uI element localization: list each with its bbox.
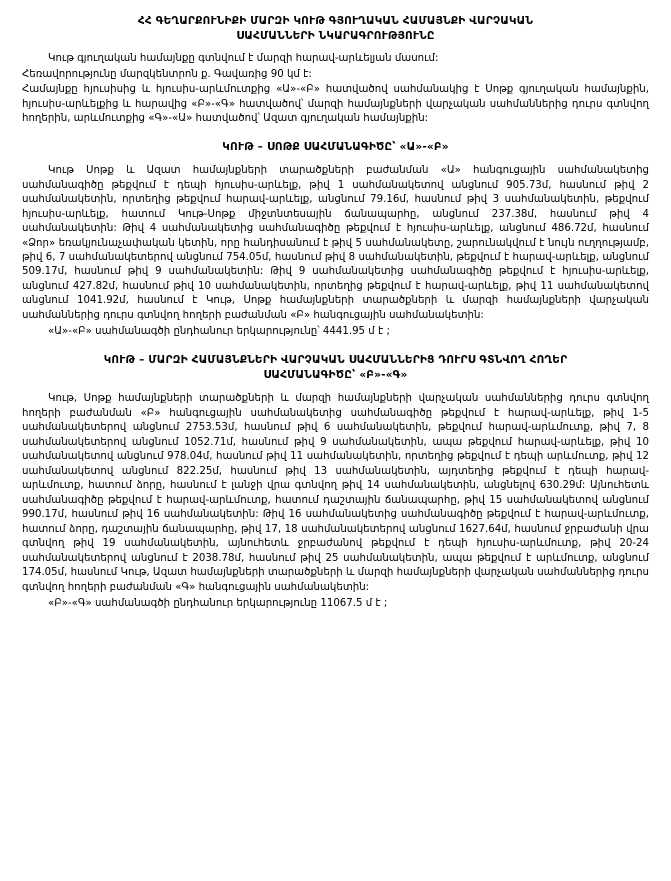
section-heading-1 [22,140,649,155]
section-1-body: Կութ Սոթք և Ազատ համայնքների տարածքների բաժանման «Ա» հանգուցային սահմանակետից սահմանագիծը թեքվում է դեպի հյուսիս-արևելք, թիվ 1 սահմանակետով անցնում 905.73մ, հասնում թիվ 2 սահմանակետին, որտեղից թեքվում հարավ-արևելք, անցնում 79.16մ, հասնում թիվ 3 սահմանակետին, թեքվում հյուսիս-արևելք, հատում Կութ-Սոթք միջտնտեսային ճանապարհը, անցնում 237.38մ, հասնում թիվ 4 սահմանակետին: Թիվ 4 սահմանակետից սահմանագիծը թեքվում է հյուսիս-արևելք, անցնում 486.72մ, հասնում «Ձոր» եռակյունաչափական կետին, որը հանդիսանում է թիվ 5 սահմանակետը, շարունակվում է նույն ուղղությամբ, թիվ 6, 7 սահմանակետերով անցնում 754.05մ, հասնում թիվ 8 սահմանակետին, թեքվում է հարավ-արևելք, անցնում 509.17մ, հասնում թիվ 9 սահմանակետին: Թիվ 9 սահմանակետից սահմանագիծը թեքվում է հյուսիս-արևելք, անցնում 427.82մ, հասնում թիվ 10 սահմանակետին, որտեղից թեքվում է հարավ-արևելք, թիվ 11 սահմանակետով անցնում 1041.92մ, հասնում է Կութ, Սոթք համայնքների տարածքների և մարզի համայնքների վարչական սահմաններից դուրս գտնվող հողերի բաժանման «Բ» հանգուցային սահմանակետին: [22,165,649,321]
section-1-total: «Ա»-«Բ» սահմանագծի ընդհանուր երկարությունը՝ 4441.95 մ է ; [48,326,390,338]
section-heading-2-line-2: ՍԱՀՄԱՆԱԳԻԾԸ՝ «Բ»-«Գ» [263,369,408,382]
section-2-total: «Բ»-«Գ» սահմանագծի ընդհանուր երկարությունը 11067.5 մ է ; [48,598,388,610]
intro-paragraph-2: Հեռավորությունը մարզկենտրոն ք. Գավառից 90 կմ է: [22,68,312,80]
section-2-body: Կութ, Սոթք համայնքների տարածքների և մարզի համայնքների վարչական սահմաններից դուրս գտնվող հողերի բաժանման «Բ» հանգուցային սահմանակետից սահմանագիծը թեքվում է հարավ-արևելք, թիվ 1-5 սահմանակետերով անցնում 2753.53մ, հասնում թիվ 6 սահմանակետին, թեքվում հարավ-արևմուտք, թիվ 7, 8 սահմանակետերով անցնում 1052.71մ, հասնում թիվ 9 սահմանակետին, ապա թեքվում հարավ-արևելք, թիվ 10 սահմանակետով անցնում 978.04մ, հասնում թիվ 11 սահմանակետին, որտեղից թեքվում է դեպի արևմուտք, թիվ 12 սահմանակետով անցնում 822.25մ, հասնում թիվ 13 սահմանակետին, այդտեղից թեքվում է դեպի հարավ-արևմուտք, հատում ձորը, հասնում է լանջի վրա գտնվող թիվ 14 սահմանակետին, անցնելով 630.29մ: Այնուհետև սահմանագիծը թեքվում է հարավ-արևմուտք, հատում դաշտային ճանապարհը, թիվ 15 սահմանակետով անցնում 990.17մ, հասնում թիվ 16 սահմանակետին: Թիվ 16 սահմանակետից սահմանագիծը թեքվում է հարավ-արևմուտք, հատում ձորը, դաշտային ճանապարհը, թիվ 17, 18 սահմանակետերով անցնում 1627.64մ, հասնում ջրբաժանի վրա գտնվող թիվ 19 սահմանակետին, այնուհետև ջրբաժանով թեքվում է դեպի հյուսիս-արևմուտք, թիվ 20-24 սահմանակետերով անցնում է 2038.78մ, հասնում թիվ 25 սահմանակետին, ապա թեքվում է արևմուտք, անցնում 174.05մ, հասնում Կութ, Ազատ համայնքների տարածքների և մարզի համայնքների վարչական սահմաններից դուրս գտնվող հողերի բաժանման «Գ» հանգուցային սահմանակետին: [22,393,649,593]
section-heading-2 [22,353,649,383]
intro-block [22,52,649,126]
document-title-line-2: ՍԱՀՄԱՆՆԵՐԻ ՆԿԱՐԱԳՐՈՒԹՅՈՒՆԸ [236,30,435,43]
document-title [22,14,649,44]
section-heading-2-line-1: ԿՈՒԹ – ՄԱՐԶԻ ՀԱՄԱՅՆՔՆԵՐԻ ՎԱՐՉԱԿԱՆ ՍԱՀՄԱՆՆԵՐԻՑ ԴՈՒՐՍ ԳՏՆՎՈՂ ՀՈՂԵՐ [103,353,568,366]
document-title-line-1: ՀՀ ԳԵՂԱՐՔՈՒՆԻՔԻ ՄԱՐԶԻ ԿՈՒԹ ԳՅՈՒՂԱԿԱՆ ՀԱՄԱՅՆՔԻ ՎԱՐՉԱԿԱՆ [137,15,534,27]
section-heading-1-line-1: ԿՈՒԹ – ՍՈԹՔ ՍԱՀՄԱՆԱԳԻԾԸ՝ «Ա»-«Բ» [222,140,449,153]
intro-paragraph-1: Կութ գյուղական համայնքը գտնվում է մարզի հարավ-արևելյան մասում: [48,53,439,65]
intro-paragraph-3: Համայնքը հյուսիսից և հյուսիս-արևմուտքից «Ա»-«Բ» հատվածով սահմանակից է Սոթք գյուղական համայնքին, հյուսիս-արևելքից և հարավից «Բ»-«Գ» հատվածով՝ մարզի համայնքների վարչական սահմաններից դուրս գտնվող հողերին, արևմուտքից «Գ»-«Ա» հատվածով՝ Ազատ գյուղական համայնքին: [22,84,649,125]
